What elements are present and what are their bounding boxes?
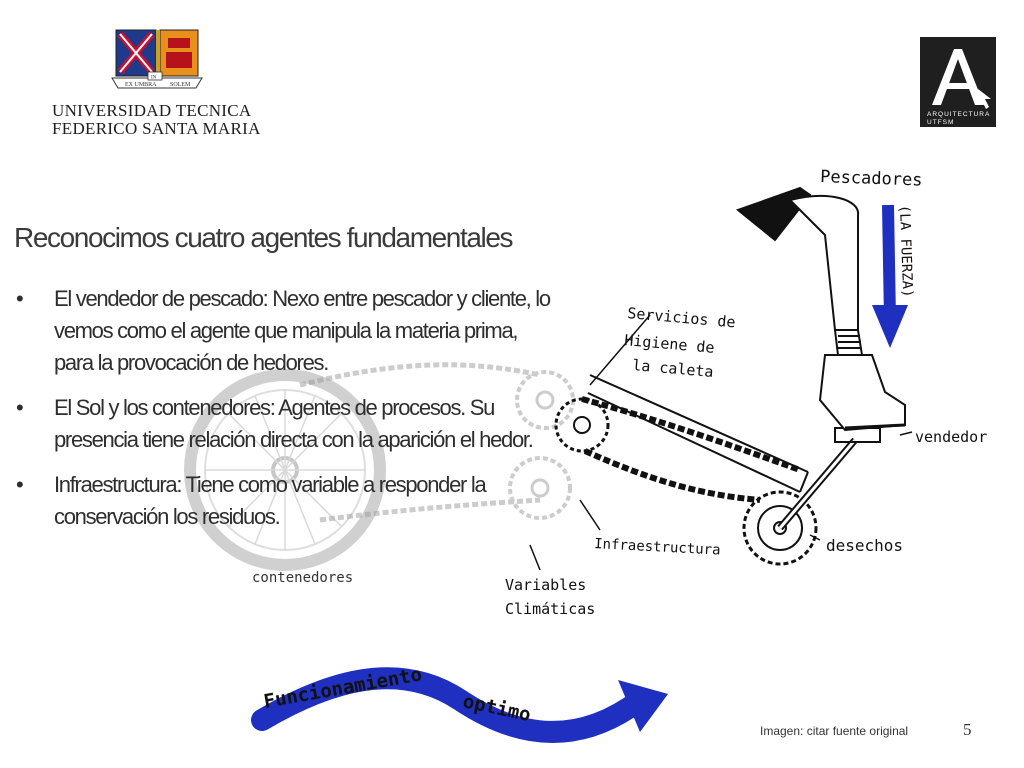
bullet-item — [14, 469, 554, 533]
arq-line1: ARQUITECTURA — [927, 111, 991, 118]
motto-in: IN — [151, 75, 157, 81]
arq-line2: UTFSM — [927, 119, 955, 126]
image-credit: Imagen: citar fuente original — [760, 724, 909, 738]
label-variables-1: Variables — [505, 576, 587, 594]
label-vendedor: vendedor — [915, 428, 988, 446]
university-name-line1: UNIVERSIDAD TECNICA — [52, 101, 252, 120]
bullet-text: El vendedor de pescado: Nexo entre pescador y cliente, lo vemos como el agente que manipula la materia prima, para la provocación de hedores. — [54, 286, 550, 375]
bullet-item — [14, 283, 554, 379]
bullet-dot-icon: • — [16, 395, 23, 420]
label-variables-2: Climáticas — [505, 600, 596, 618]
label-desechos: desechos — [826, 536, 904, 555]
label-optimo: optimo — [460, 690, 533, 727]
label-contenedores: contenedores — [252, 570, 354, 586]
bullet-dot-icon: • — [16, 286, 23, 311]
label-servicios-3: la caleta — [631, 356, 715, 382]
label-funcionamiento: Funcionamiento — [262, 663, 424, 713]
university-name-line2: FEDERICO SANTA MARIA — [52, 119, 261, 138]
label-servicios-2: Higiene de — [623, 331, 716, 357]
label-servicios-1: Servicios de — [626, 304, 737, 332]
bullet-dot-icon: • — [16, 472, 23, 497]
bullet-list — [14, 283, 554, 546]
bullet-text: Infraestructura: Tiene como variable a responder la conservación los residuos. — [54, 472, 486, 529]
label-infraestructura: Infraestructura — [593, 536, 721, 559]
page-number: 5 — [963, 720, 972, 739]
bullet-text: El Sol y los contenedores: Agentes de procesos. Su presencia tiene relación directa con la aparición el hedor. — [54, 395, 533, 452]
label-pescadores: Pescadores — [819, 167, 923, 191]
motto-left: EX UMBRA — [125, 82, 157, 88]
slide-title: Reconocimos cuatro agentes fundamentales — [14, 222, 513, 253]
label-la-fuerza: (LA FUERZA) — [896, 204, 916, 298]
motto-right: SOLEM — [170, 82, 191, 88]
bullet-item — [14, 392, 554, 456]
